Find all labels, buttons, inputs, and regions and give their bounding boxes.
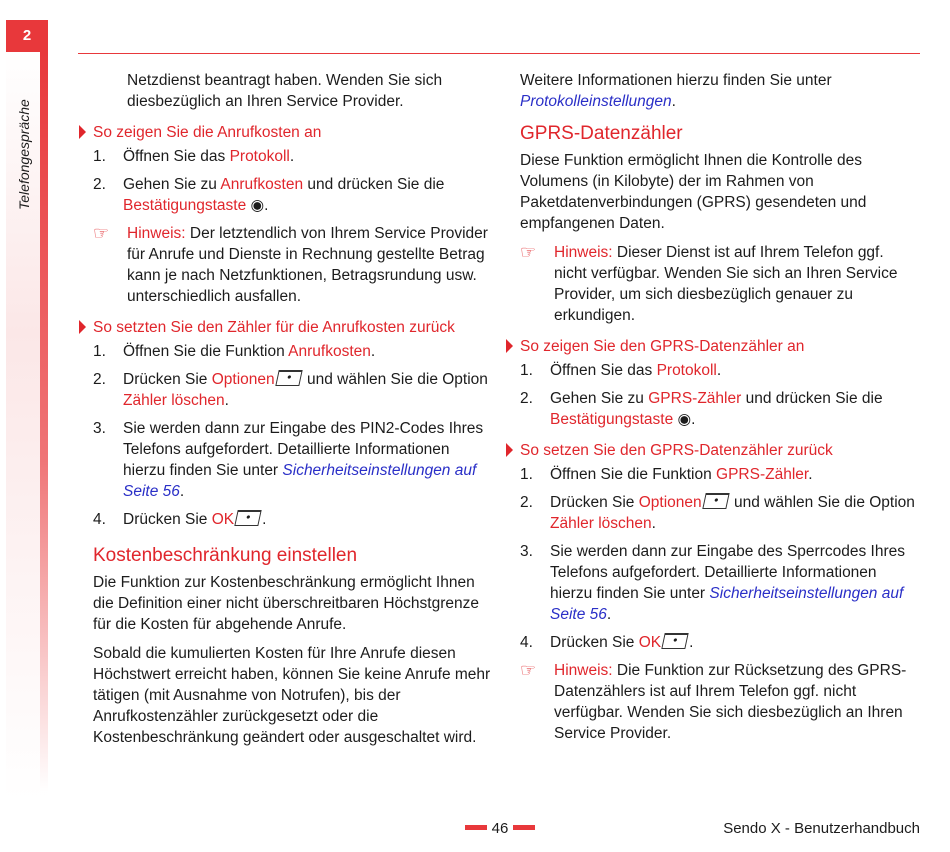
key-term: Bestätigungstaste — [550, 411, 674, 428]
step — [520, 388, 920, 430]
step-text: . — [370, 343, 376, 360]
step-text: Öffnen Sie die Funktion — [123, 343, 289, 360]
softkey-icon — [661, 633, 688, 649]
note-text: Die Funktion zur Rücksetzung des GPRS-Datenzählers ist auf Ihrem Telefon ggf. nicht verfügbar. Wenden Sie sich diesbezüglich an Ihren Service Provider. — [554, 662, 907, 742]
step — [520, 464, 920, 485]
paragraph: Die Funktion zur Kostenbeschränkung ermöglicht Ihnen die Definition einer nicht überschreitbaren Höchstgrenze für die Kosten für abgehende Anrufe. — [93, 574, 479, 633]
page-number-text: 46 — [491, 820, 509, 837]
step-text: . — [179, 483, 185, 500]
cross-reference-link[interactable]: Sicherheitseinstellungen auf Seite 56 — [123, 462, 477, 500]
step-text: und drücken Sie die — [303, 176, 445, 193]
menu-term: Protokoll — [229, 148, 290, 165]
step — [520, 541, 920, 625]
procedure-heading: So setzen Sie den GPRS-Datenzähler zurück — [520, 440, 920, 461]
menu-term: Zähler löschen — [550, 515, 652, 532]
pointing-hand-icon: ☞ — [520, 660, 537, 680]
step-text: Sie werden dann zur Eingabe des PIN2-Codes Ihres Telefons aufgefordert. Detaillierte Informationen hierzu finden Sie unter — [123, 420, 484, 479]
step-text: . — [262, 511, 267, 528]
step — [93, 369, 493, 411]
step — [520, 492, 920, 534]
step-text: Gehen Sie zu — [123, 176, 221, 193]
note-label: Hinweis: — [127, 225, 186, 242]
step-text: Drücken Sie — [123, 511, 212, 528]
step — [520, 360, 920, 381]
cross-reference-link[interactable]: Sicherheitseinstellungen auf Seite 56 — [550, 585, 904, 623]
step-text: . — [289, 148, 295, 165]
menu-term: GPRS-Zähler — [716, 466, 809, 483]
pointing-hand-icon: ☞ — [93, 223, 110, 243]
left-column — [93, 70, 493, 756]
paragraph-text: . — [671, 93, 676, 110]
section-heading: Kostenbeschränkung einstellen — [93, 545, 358, 566]
note-text: Der letztendlich von Ihrem Service Provider für Anrufe und Dienste in Rechnung gestellte Betrag kann je nach Netzfunktionen, Betragsrundung usw. unterschiedlich ausfallen. — [127, 225, 488, 305]
step-text: Sie werden dann zur Eingabe des Sperrcodes Ihres Telefons aufgefordert. Detaillierte Informationen hierzu finden Sie unter — [550, 543, 905, 602]
step-number: 3. — [520, 543, 533, 560]
step — [93, 174, 493, 216]
chapter-red-bar — [40, 52, 48, 792]
step-number: 1. — [93, 343, 106, 360]
menu-term: Optionen — [211, 371, 275, 388]
step-number: 4. — [93, 511, 106, 528]
header-rule — [78, 53, 920, 54]
note-label: Hinweis: — [554, 662, 613, 679]
step-text: Gehen Sie zu — [550, 390, 649, 407]
procedure-heading: So zeigen Sie den GPRS-Datenzähler an — [520, 336, 920, 357]
menu-term: Optionen — [638, 494, 702, 511]
page-number — [460, 818, 540, 839]
step-number: 2. — [93, 176, 106, 193]
step-text: und drücken Sie die — [741, 390, 883, 407]
step-text: . — [716, 362, 722, 379]
step-text: . — [224, 392, 229, 409]
menu-term: OK — [211, 511, 235, 528]
chapter-number: 2 — [6, 20, 48, 52]
note-text: Dieser Dienst ist auf Ihrem Telefon ggf. nicht verfügbar. Wenden Sie sich an Ihren Service Provider, um sich diesbezüglich genauer zu erkundigen. — [554, 244, 898, 324]
step-text: Drücken Sie — [550, 634, 639, 651]
step-text: Öffnen Sie das — [123, 148, 230, 165]
step-number: 3. — [93, 420, 106, 437]
step-text: Öffnen Sie das — [550, 362, 657, 379]
step-number: 1. — [93, 148, 106, 165]
step-text: . — [606, 606, 612, 623]
pointing-hand-icon: ☞ — [520, 242, 537, 262]
note-label: Hinweis: — [554, 244, 613, 261]
step-text: ◉. — [246, 197, 269, 214]
step-number: 4. — [520, 634, 533, 651]
step — [93, 418, 493, 502]
note — [520, 242, 920, 326]
step-text: ◉. — [673, 411, 696, 428]
paragraph: Diese Funktion ermöglicht Ihnen die Kontrolle des Volumens (in Kilobyte) der im Rahmen von Paketdatenverbindungen (GPRS) gesendeten und empfangenen Daten. — [520, 152, 867, 232]
paragraph — [520, 70, 920, 112]
page-number-bar-right — [513, 825, 535, 830]
page-number-bar-left — [465, 825, 487, 830]
step — [520, 632, 920, 653]
step — [93, 509, 493, 530]
step-text: Drücken Sie — [123, 371, 212, 388]
procedure-heading: So setzten Sie den Zähler für die Anrufkosten zurück — [93, 317, 493, 338]
step-text: und wählen Sie die Option — [729, 494, 915, 511]
right-column — [520, 70, 920, 752]
continued-text: Netzdienst beantragt haben. Wenden Sie sich diesbezüglich an Ihren Service Provider. — [127, 72, 443, 110]
footer-title: Sendo X - Benutzerhandbuch — [723, 820, 920, 837]
menu-term: Zähler löschen — [123, 392, 225, 409]
step-text: . — [808, 466, 813, 483]
step-text: Öffnen Sie die Funktion — [550, 466, 717, 483]
step-number: 1. — [520, 362, 533, 379]
section-heading: GPRS-Datenzähler — [520, 123, 683, 144]
paragraph: Sobald die kumulierten Kosten für Ihre Anrufe diesen Höchstwert erreicht haben, können Sie keine Anrufe mehr tätigen (mit Ausnahme von Notrufen), bis der Anrufkostenzähler zurückgesetzt oder die Kostenbeschränkung geändert oder ausgeschaltet wird. — [93, 645, 491, 746]
step — [93, 146, 493, 167]
menu-term: Anrufkosten — [288, 343, 371, 360]
softkey-icon — [275, 370, 302, 386]
note — [520, 660, 920, 744]
key-term: Bestätigungstaste — [123, 197, 247, 214]
menu-term: Anrufkosten — [220, 176, 304, 193]
step-number: 1. — [520, 466, 533, 483]
chapter-title: Telefongespräche — [16, 99, 32, 210]
step-text: Drücken Sie — [550, 494, 639, 511]
softkey-icon — [702, 493, 729, 509]
procedure-heading: So zeigen Sie die Anrufkosten an — [93, 122, 493, 143]
cross-reference-link[interactable]: Protokolleinstellungen — [520, 93, 672, 110]
step-number: 2. — [93, 371, 106, 388]
step-number: 2. — [520, 390, 533, 407]
menu-term: OK — [638, 634, 662, 651]
softkey-icon — [234, 510, 261, 526]
paragraph-text: Weitere Informationen hierzu finden Sie unter — [520, 72, 832, 89]
menu-term: Protokoll — [656, 362, 717, 379]
step-text: . — [651, 515, 656, 532]
step-text: . — [689, 634, 694, 651]
step-number: 2. — [520, 494, 533, 511]
step — [93, 341, 493, 362]
step-text: und wählen Sie die Option — [302, 371, 488, 388]
note — [93, 223, 493, 307]
menu-term: GPRS-Zähler — [648, 390, 742, 407]
